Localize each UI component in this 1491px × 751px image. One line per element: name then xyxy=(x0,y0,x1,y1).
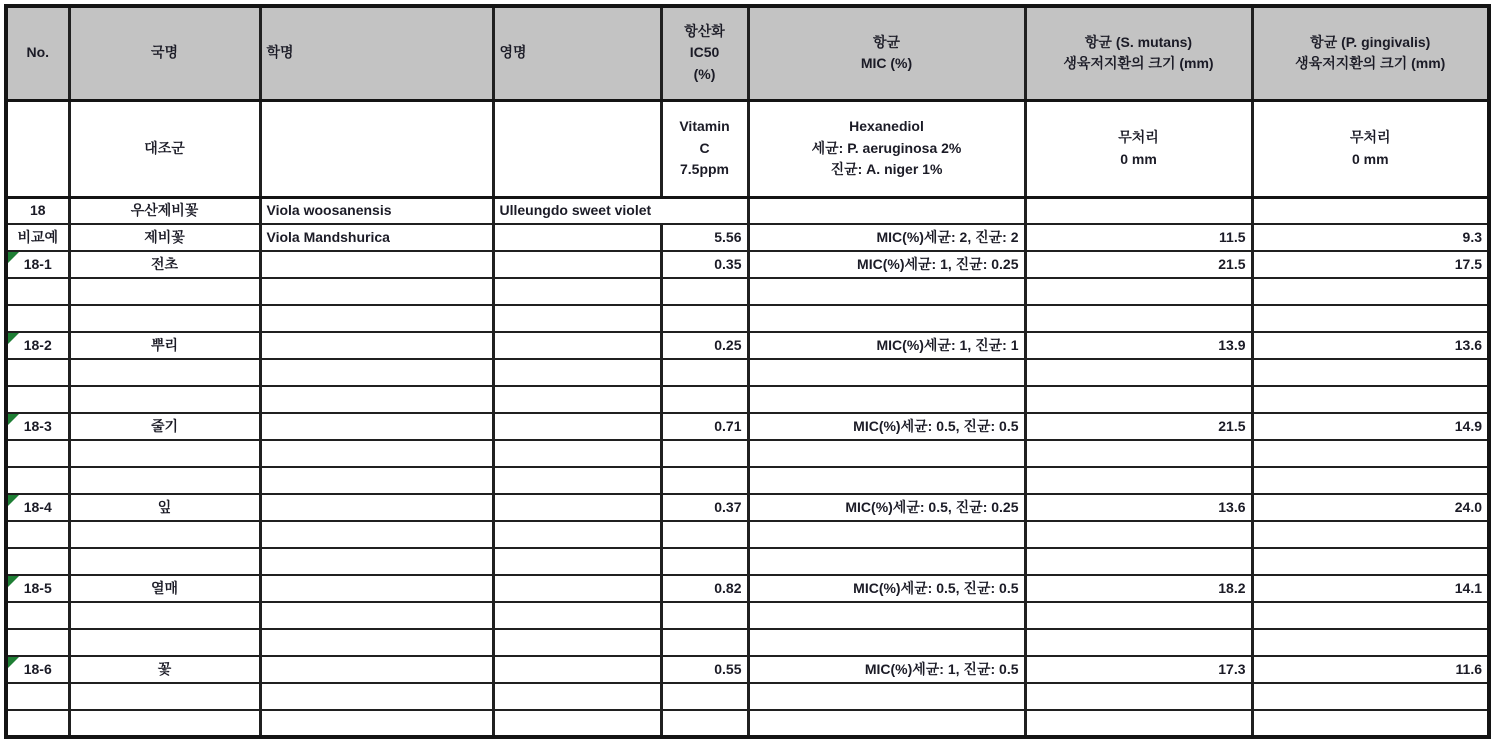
cell-gingivalis: 17.5 xyxy=(1252,251,1489,278)
cell-antibacterial-mic xyxy=(748,710,1025,737)
col-header-s-mutans-zone: 항균 (S. mutans) 생육저지환의 크기 (mm) xyxy=(1025,6,1252,100)
cell-mic-control: Hexanediol 세균: P. aeruginosa 2% 진균: A. niger 1% xyxy=(748,100,1025,197)
cell-antibacterial-mic xyxy=(748,359,1025,386)
cell-english-name xyxy=(493,683,661,710)
cell-scientific-name: Viola woosanensis xyxy=(260,197,493,224)
cell-scientific-name xyxy=(260,359,493,386)
cell-english-name xyxy=(493,575,661,602)
cell-scientific-name xyxy=(260,305,493,332)
cell-antioxidant xyxy=(661,521,748,548)
cell-antibacterial-mic xyxy=(748,467,1025,494)
cell-mutans: 13.9 xyxy=(1025,332,1252,359)
table-row xyxy=(6,359,1489,386)
col-header-korean-name: 국명 xyxy=(69,6,260,100)
cell-antibacterial-mic: MIC(%)세균: 0.5, 진균: 0.5 xyxy=(748,575,1025,602)
cell-mutans xyxy=(1025,386,1252,413)
cell-mutans: 18.2 xyxy=(1025,575,1252,602)
table-row xyxy=(6,251,1489,278)
cell-korean-name xyxy=(69,602,260,629)
cell-korean-name xyxy=(69,521,260,548)
cell-antioxidant xyxy=(661,467,748,494)
cell-gingivalis: 13.6 xyxy=(1252,332,1489,359)
cell-korean-name xyxy=(69,359,260,386)
cell-no: 18-5 xyxy=(6,575,69,602)
cell-korean-name: 꽃 xyxy=(69,656,260,683)
table-row xyxy=(6,467,1489,494)
cell-mutans xyxy=(1025,521,1252,548)
control-section xyxy=(6,100,1489,197)
cell-scientific-name xyxy=(260,521,493,548)
col-header-antioxidant-ic50: 항산화 IC50 (%) xyxy=(661,6,748,100)
cell-antioxidant: 0.71 xyxy=(661,413,748,440)
col-header-p-gingivalis-zone: 항균 (P. gingivalis) 생육저지환의 크기 (mm) xyxy=(1252,6,1489,100)
cell-korean-name xyxy=(69,710,260,737)
cell-no xyxy=(6,100,69,197)
results-table-sheet xyxy=(4,4,1491,739)
cell-korean-name xyxy=(69,683,260,710)
cell-no xyxy=(6,278,69,305)
table-row xyxy=(6,332,1489,359)
cell-english-name xyxy=(493,629,661,656)
cell-gingivalis xyxy=(1252,305,1489,332)
cell-mutans xyxy=(1025,602,1252,629)
cell-no: 18-3 xyxy=(6,413,69,440)
cell-mutans xyxy=(1025,359,1252,386)
cell-no xyxy=(6,710,69,737)
cell-antibacterial-mic: MIC(%)세균: 2, 진균: 2 xyxy=(748,224,1025,251)
cell-gingivalis xyxy=(1252,278,1489,305)
cell-scientific-name xyxy=(260,251,493,278)
cell-gingivalis xyxy=(1252,197,1489,224)
cell-scientific-name xyxy=(260,629,493,656)
table-row xyxy=(6,710,1489,737)
cell-antioxidant: 0.55 xyxy=(661,656,748,683)
cell-gingivalis: 9.3 xyxy=(1252,224,1489,251)
col-header-english-name: 영명 xyxy=(493,6,661,100)
cell-no xyxy=(6,602,69,629)
cell-antioxidant xyxy=(661,440,748,467)
table-row xyxy=(6,386,1489,413)
table-row xyxy=(6,494,1489,521)
cell-gingivalis xyxy=(1252,386,1489,413)
cell-antioxidant xyxy=(661,305,748,332)
cell-mutans: 11.5 xyxy=(1025,224,1252,251)
cell-scientific-name xyxy=(260,467,493,494)
control-row xyxy=(6,100,1489,197)
cell-no: 18 xyxy=(6,197,69,224)
cell-mutans xyxy=(1025,683,1252,710)
cell-gingivalis xyxy=(1252,440,1489,467)
cell-antioxidant xyxy=(661,629,748,656)
col-header-scientific-name: 학명 xyxy=(260,6,493,100)
cell-antioxidant: 0.35 xyxy=(661,251,748,278)
table-header xyxy=(6,6,1489,100)
cell-antibacterial-mic xyxy=(748,440,1025,467)
table-row xyxy=(6,305,1489,332)
cell-korean-name xyxy=(69,467,260,494)
cell-mutans xyxy=(1025,467,1252,494)
cell-antioxidant xyxy=(661,683,748,710)
cell-korean-name xyxy=(69,305,260,332)
cell-mutans: 17.3 xyxy=(1025,656,1252,683)
cell-korean-name: 뿌리 xyxy=(69,332,260,359)
cell-antioxidant xyxy=(661,710,748,737)
cell-antibacterial-mic xyxy=(748,629,1025,656)
cell-english-name xyxy=(493,710,661,737)
cell-no xyxy=(6,548,69,575)
cell-no xyxy=(6,386,69,413)
cell-gingivalis: 24.0 xyxy=(1252,494,1489,521)
table-row xyxy=(6,197,1489,224)
cell-no xyxy=(6,521,69,548)
cell-scientific-name xyxy=(260,656,493,683)
cell-english-name xyxy=(493,332,661,359)
cell-no: 18-2 xyxy=(6,332,69,359)
table-row xyxy=(6,575,1489,602)
cell-antibacterial-mic: MIC(%)세균: 0.5, 진균: 0.5 xyxy=(748,413,1025,440)
cell-antioxidant xyxy=(661,386,748,413)
cell-no: 18-1 xyxy=(6,251,69,278)
cell-antioxidant xyxy=(661,278,748,305)
cell-english-name xyxy=(493,386,661,413)
cell-scientific-name xyxy=(260,710,493,737)
cell-gingivalis xyxy=(1252,602,1489,629)
cell-english-name xyxy=(493,467,661,494)
cell-mutans: 21.5 xyxy=(1025,251,1252,278)
cell-scientific-name xyxy=(260,575,493,602)
cell-korean-name: 줄기 xyxy=(69,413,260,440)
cell-gingivalis xyxy=(1252,683,1489,710)
cell-english-name xyxy=(493,548,661,575)
cell-korean-name: 열매 xyxy=(69,575,260,602)
cell-no: 18-4 xyxy=(6,494,69,521)
cell-antioxidant: 5.56 xyxy=(661,224,748,251)
cell-scientific-name xyxy=(260,440,493,467)
cell-antibacterial-mic xyxy=(748,548,1025,575)
table-row xyxy=(6,413,1489,440)
cell-no xyxy=(6,305,69,332)
cell-antibacterial-mic: MIC(%)세균: 1, 진균: 0.5 xyxy=(748,656,1025,683)
cell-scientific-name xyxy=(260,386,493,413)
cell-english-name xyxy=(493,251,661,278)
cell-antibacterial-mic xyxy=(748,683,1025,710)
cell-english-name xyxy=(493,656,661,683)
cell-korean-name xyxy=(69,440,260,467)
table-row xyxy=(6,656,1489,683)
cell-gingivalis xyxy=(1252,548,1489,575)
cell-no: 비교예 xyxy=(6,224,69,251)
cell-no xyxy=(6,467,69,494)
cell-english-name: Ulleungdo sweet violet xyxy=(493,197,748,224)
cell-gingivalis: 11.6 xyxy=(1252,656,1489,683)
cell-antioxidant xyxy=(661,548,748,575)
data-rows-section xyxy=(6,197,1489,737)
cell-mutans xyxy=(1025,305,1252,332)
cell-scientific-name xyxy=(260,548,493,575)
cell-scientific-name xyxy=(260,100,493,197)
cell-mutans xyxy=(1025,710,1252,737)
cell-antioxidant: 0.37 xyxy=(661,494,748,521)
cell-english-name xyxy=(493,440,661,467)
cell-antioxidant-control: Vitamin C 7.5ppm xyxy=(661,100,748,197)
cell-scientific-name: Viola Mandshurica xyxy=(260,224,493,251)
col-header-antibacterial-mic: 항균 MIC (%) xyxy=(748,6,1025,100)
table-row xyxy=(6,629,1489,656)
cell-english-name xyxy=(493,278,661,305)
cell-korean-name xyxy=(69,548,260,575)
cell-english-name xyxy=(493,100,661,197)
cell-antibacterial-mic: MIC(%)세균: 1, 진균: 0.25 xyxy=(748,251,1025,278)
cell-korean-name xyxy=(69,278,260,305)
cell-mutans: 21.5 xyxy=(1025,413,1252,440)
cell-antibacterial-mic: MIC(%)세균: 0.5, 진균: 0.25 xyxy=(748,494,1025,521)
cell-english-name xyxy=(493,224,661,251)
cell-scientific-name xyxy=(260,332,493,359)
header-row xyxy=(6,6,1489,100)
cell-scientific-name xyxy=(260,683,493,710)
table-row xyxy=(6,683,1489,710)
cell-mutans xyxy=(1025,278,1252,305)
cell-korean-name: 제비꽃 xyxy=(69,224,260,251)
cell-gingivalis: 14.9 xyxy=(1252,413,1489,440)
cell-mutans xyxy=(1025,548,1252,575)
cell-scientific-name xyxy=(260,278,493,305)
cell-mutans: 13.6 xyxy=(1025,494,1252,521)
cell-no xyxy=(6,683,69,710)
cell-english-name xyxy=(493,521,661,548)
cell-korean-name: 전초 xyxy=(69,251,260,278)
cell-control-group: 대조군 xyxy=(69,100,260,197)
cell-gingivalis-control: 무처리 0 mm xyxy=(1252,100,1489,197)
cell-no xyxy=(6,440,69,467)
table-row xyxy=(6,521,1489,548)
table-row xyxy=(6,224,1489,251)
table-row xyxy=(6,278,1489,305)
cell-gingivalis xyxy=(1252,467,1489,494)
cell-antibacterial-mic xyxy=(748,521,1025,548)
cell-antibacterial-mic xyxy=(748,386,1025,413)
cell-english-name xyxy=(493,359,661,386)
cell-gingivalis: 14.1 xyxy=(1252,575,1489,602)
cell-korean-name: 우산제비꽃 xyxy=(69,197,260,224)
cell-antibacterial-mic: MIC(%)세균: 1, 진균: 1 xyxy=(748,332,1025,359)
cell-antioxidant: 0.82 xyxy=(661,575,748,602)
cell-mutans xyxy=(1025,440,1252,467)
cell-antibacterial-mic xyxy=(748,305,1025,332)
cell-no xyxy=(6,359,69,386)
cell-english-name xyxy=(493,305,661,332)
cell-english-name xyxy=(493,413,661,440)
cell-antibacterial-mic xyxy=(748,602,1025,629)
cell-mutans xyxy=(1025,197,1252,224)
cell-gingivalis xyxy=(1252,521,1489,548)
cell-mutans-control: 무처리 0 mm xyxy=(1025,100,1252,197)
cell-gingivalis xyxy=(1252,359,1489,386)
cell-english-name xyxy=(493,602,661,629)
table-row xyxy=(6,548,1489,575)
cell-korean-name xyxy=(69,629,260,656)
cell-scientific-name xyxy=(260,413,493,440)
cell-korean-name xyxy=(69,386,260,413)
cell-scientific-name xyxy=(260,494,493,521)
cell-no xyxy=(6,629,69,656)
plant-extract-results-table xyxy=(4,4,1491,739)
cell-no: 18-6 xyxy=(6,656,69,683)
table-row xyxy=(6,440,1489,467)
cell-antioxidant xyxy=(661,602,748,629)
cell-gingivalis xyxy=(1252,710,1489,737)
table-row xyxy=(6,602,1489,629)
cell-antioxidant: 0.25 xyxy=(661,332,748,359)
col-header-no: No. xyxy=(6,6,69,100)
cell-antibacterial-mic xyxy=(748,278,1025,305)
cell-antioxidant xyxy=(661,359,748,386)
cell-scientific-name xyxy=(260,602,493,629)
cell-mutans xyxy=(1025,629,1252,656)
cell-gingivalis xyxy=(1252,629,1489,656)
cell-antibacterial-mic xyxy=(748,197,1025,224)
cell-english-name xyxy=(493,494,661,521)
cell-korean-name: 잎 xyxy=(69,494,260,521)
